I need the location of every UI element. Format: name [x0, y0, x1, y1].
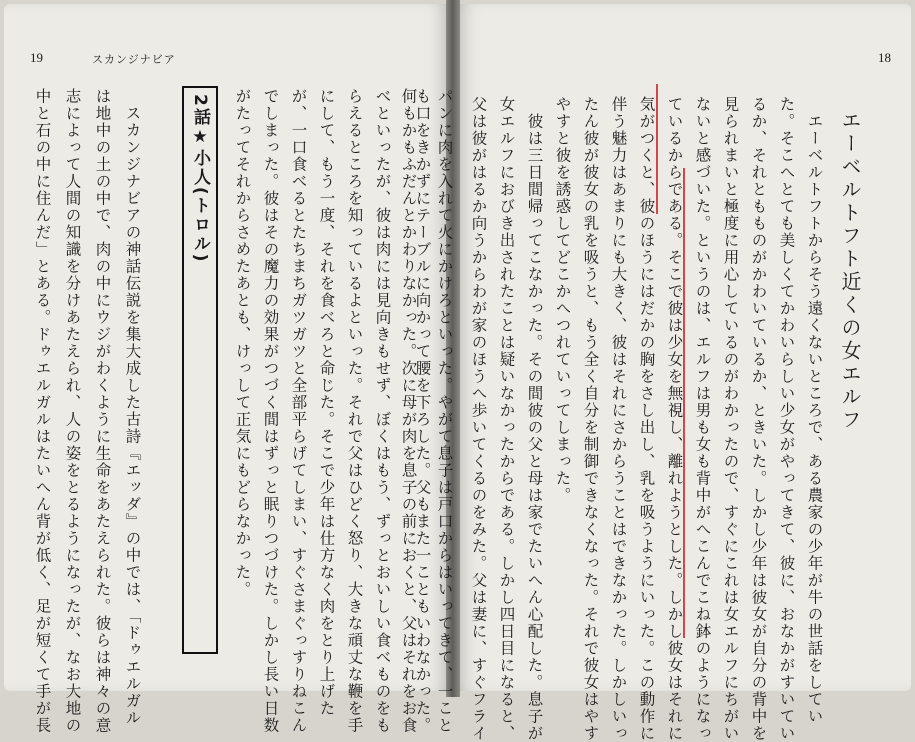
right-text-column: 気がつくと、彼のほうにはだかの胸をさし出し、乳を吸うようにいった。この動作に: [637, 96, 656, 742]
left-text-column: にして、もう一度、それを食べろと命じた。そこで少年は仕方なく肉をとり上げた: [317, 88, 336, 717]
left-text-column: べといったが、彼は肉には見向きもせず、ぼくはもう、ずっとおいしい食べものをも: [373, 88, 392, 734]
right-text-column: 見られまいと極度に用心しているのがわかったので、すぐにこれは女エルフにちがい: [721, 96, 740, 742]
left-text-column: でしまった。彼はその魔力の効果がつづく間はずっと眠りつづけた。しかし長い日数: [261, 88, 280, 734]
left-text-column: らえるところを知っているよといった。それで父はひどく怒り、大きな頑丈な鞭を手: [345, 88, 364, 734]
left-text-column: パンに肉を入れて火にかけろといった。やがて息子は戸口からはいってきて、一こと: [435, 88, 454, 734]
left-text-column: 中と石の中に住んだ」とある。ドゥエルガルはたいへん背が低く、足が短くて手が長: [33, 88, 52, 734]
heading-box-right: [216, 86, 218, 654]
right-text-column: た。そこへとても美しくてかわいらしい少女がやってきて、彼に、おなかがすいてい: [777, 96, 796, 742]
right-text-column: エーベルトフトからそう遠くないところで、ある農家の少年が牛の世話をしてい: [805, 96, 824, 725]
heading-box-bottom: [182, 652, 218, 654]
right-text-column: やすと彼を誘惑してどこかへつれていってしまった。: [553, 96, 572, 504]
section-heading: 2話★小人(トロル): [190, 94, 210, 264]
red-pen-mark: [656, 84, 658, 214]
heading-box-top: [182, 86, 218, 88]
left-text-column: 何もかもふだんとかわりなかった。次に母が肉を息子の前におくと、父はそれをお食: [399, 88, 418, 734]
right-text-column: 父は彼がはるか向うからわが家のほうへ歩いてくるのをみた。父は妻に、すぐフライ: [469, 96, 488, 742]
right-text-column: るか、それともものがかわいているか、ときいた。しかし少年は彼女が自分の背中を: [749, 96, 768, 742]
heading-box-left: [182, 86, 184, 654]
running-head: スカンジナビア: [92, 53, 176, 66]
red-pen-mark: [683, 168, 685, 638]
left-text-column: は地中の土の中で、肉の中にウジがわくように生命をあたえられた。彼らは神々の意: [93, 88, 112, 734]
right-text-column: ないと感づいた。というのは、エルフは男も女も背中がへこんでこね鉢のようになっ: [693, 96, 712, 742]
left-text-column: がたってそれからさめたあとも、けっして正気にもどらなかった。: [233, 88, 252, 598]
right-page-number: 18: [878, 50, 891, 65]
left-text-column: も口をきかずにテーブルに向かって腰を下ろした。父もまた一こともいわなかった。: [413, 88, 432, 734]
right-text-column: 彼は三日間帰ってこなかった。その間彼の父と母は家でたいへん心配した。息子が: [525, 96, 544, 742]
story-title: エーベルトフト近くの女エルフ: [838, 110, 862, 432]
right-text-column: 伴う魅力はあまりにも大きく、彼はそれにさからうことはできなかった。しかしいっ: [609, 96, 628, 742]
right-text-column: たん彼が彼女の乳を吸うと、もう全く自分を制御できなくなった。それで彼女はやす: [581, 96, 600, 742]
left-page-number: 19: [30, 50, 43, 65]
left-text-column: 志によって人間の知識を分けあたえられ、人の姿をとるようになったが、なお大地の: [63, 88, 82, 734]
left-text-column: スカンジナビアの神話伝説を集大成した古詩『エッダ』の中では、「ドゥエルガル: [123, 88, 142, 727]
right-text-column: 女エルフにおびき出されたことは疑いなかったからである。しかし四日目になると、: [497, 96, 516, 742]
right-text-column: ているからである。そこで彼は少女を無視し、離れようとした。しかし彼女はそれに: [665, 96, 684, 742]
left-text-column: が、一口食べるとたちまちガツガツと全部平らげてしまい、すぐさまぐっすりねこん: [289, 88, 308, 734]
